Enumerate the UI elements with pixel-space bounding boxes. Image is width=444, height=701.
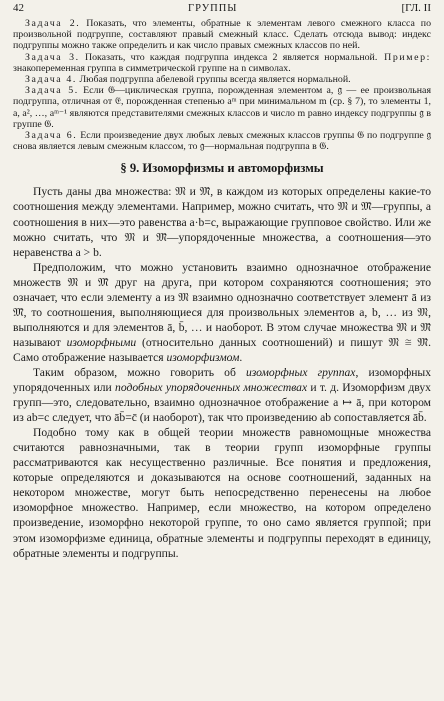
example-text: знакопеременная группа в симметрической группе на n символах. xyxy=(13,62,291,74)
emphasis-term: изоморфных группах xyxy=(246,366,356,379)
paragraph-1 xyxy=(13,184,431,259)
emphasis-term: изоморфными xyxy=(66,335,137,349)
problem-label: Задача 3. xyxy=(25,51,80,63)
example-label: Пример: xyxy=(377,51,432,63)
paragraph-text: . xyxy=(239,350,243,364)
problem-label: Задача 6. xyxy=(25,130,78,142)
paragraph-4 xyxy=(13,425,431,560)
problem-2 xyxy=(13,18,431,52)
chapter-label: [ГЛ. II xyxy=(401,2,431,14)
paragraph-text: (относительно данных соотношений) и пишут 𝔐 ≅ 𝔐̄. Само отображение называется xyxy=(13,335,431,364)
emphasis-term: подобных упорядоченных множествах xyxy=(115,381,308,395)
paragraph-2 xyxy=(13,260,431,365)
paragraph-text: Предположим, что можно установить взаимно однозначное отображение множеств 𝔐 и 𝔐̄ друг на друга, при котором сохраняются соотношения; это означает, что если элементу a из 𝔐 взаимно однозначно соответствует элемент ā из 𝔐̄, то соотношения, выполняющиеся для произвольных элементов a, b, … из 𝔐, выполняются и для элементов ā, b̄, … и наоборот. В этом случае множества 𝔐 и 𝔐̄ называют xyxy=(13,260,431,349)
problem-5 xyxy=(13,85,431,130)
paragraph-3 xyxy=(13,365,431,425)
problem-text: Показать, что элементы, обратные к элементам левого смежного класса по произвольной подгруппе, составляют правый смежный класс. Сделать отсюда вывод: индекс подгруппы можно также определить и как число правых смежных классов по ней. xyxy=(13,18,432,52)
problem-3 xyxy=(13,52,431,74)
problem-6 xyxy=(13,130,431,152)
problem-label: Задача 2. xyxy=(25,18,81,29)
problem-label: Задача 4. xyxy=(25,74,77,86)
emphasis-term: изоморфизмом xyxy=(166,350,240,364)
running-title: ГРУППЫ xyxy=(188,3,238,14)
problem-text: Любая подгруппа абелевой группы всегда является нормальной. xyxy=(76,74,351,86)
page-number: 42 xyxy=(13,2,24,14)
page-header xyxy=(13,2,431,18)
problem-label: Задача 5. xyxy=(25,85,79,97)
problem-text: Если 𝔊—циклическая группа, порожденная элементом a, 𝔤 — ее произвольная подгруппа, отличная от 𝔈, порожденная степенью aᵐ при минимальном m (ср. § 7), то элементы 1, a, a², …, aᵐ⁻¹ являются представителями смежных классов и число m равно индексу подгруппы 𝔤 в группе 𝔊. xyxy=(13,85,431,130)
section-heading: § 9. Изоморфизмы и автоморфизмы xyxy=(120,161,324,176)
problem-text: Если произведение двух любых левых смежных классов группы 𝔊 по подгруппе 𝔤 снова является левым смежным классом, то 𝔤—нормальная подгруппа в 𝔊. xyxy=(13,130,431,153)
section-body xyxy=(13,184,431,560)
paragraph-text: Подобно тому как в общей теории множеств равномощные множества считаются равнозначными, так в теории групп изоморфные группы рассматриваются как несущественно различные. Все понятия и предложения, которые определяются и доказываются на основе соотношений, заданных на некотором множестве, могут быть непосредственно перенесены на любое изоморфное множество. Например, если множество, на котором определено произведение, изоморфно некоторой группе, то оно само является группой; при этом изоморфизме единица, обратные элементы и подгруппы переходят в единицу, обратные элементы и подгруппы. xyxy=(13,426,431,560)
paragraph-text: и т. д. Изоморфизм двух групп—это, следовательно, взаимно однозначное отображение a ↦ ā, при котором из ab=c следует, что āb̄=c̄ (и наоборот), так что произведению ab сопоставляется āb̄. xyxy=(13,381,431,425)
paragraph-text: Пусть даны два множества: 𝔐 и 𝔐̄, в каждом из которых определены какие-то соотношения между элементами. Например, можно считать, что 𝔐 и 𝔐̄—группы, а соотношения в них—это равенства a·b=c, выражающие групповое свойство. Или же можно считать, что 𝔐 и 𝔐̄—упорядоченные множества, а соотношения—это неравенства a > b. xyxy=(13,185,431,259)
problem-4 xyxy=(13,74,431,85)
paragraph-text: , изоморфных упорядоченных или xyxy=(13,366,432,395)
problem-text: Показать, что каждая подгруппа индекса 2 является нормальной. xyxy=(79,51,378,63)
problems-block xyxy=(13,18,431,152)
paragraph-text: Таким образом, можно говорить об xyxy=(33,366,246,379)
